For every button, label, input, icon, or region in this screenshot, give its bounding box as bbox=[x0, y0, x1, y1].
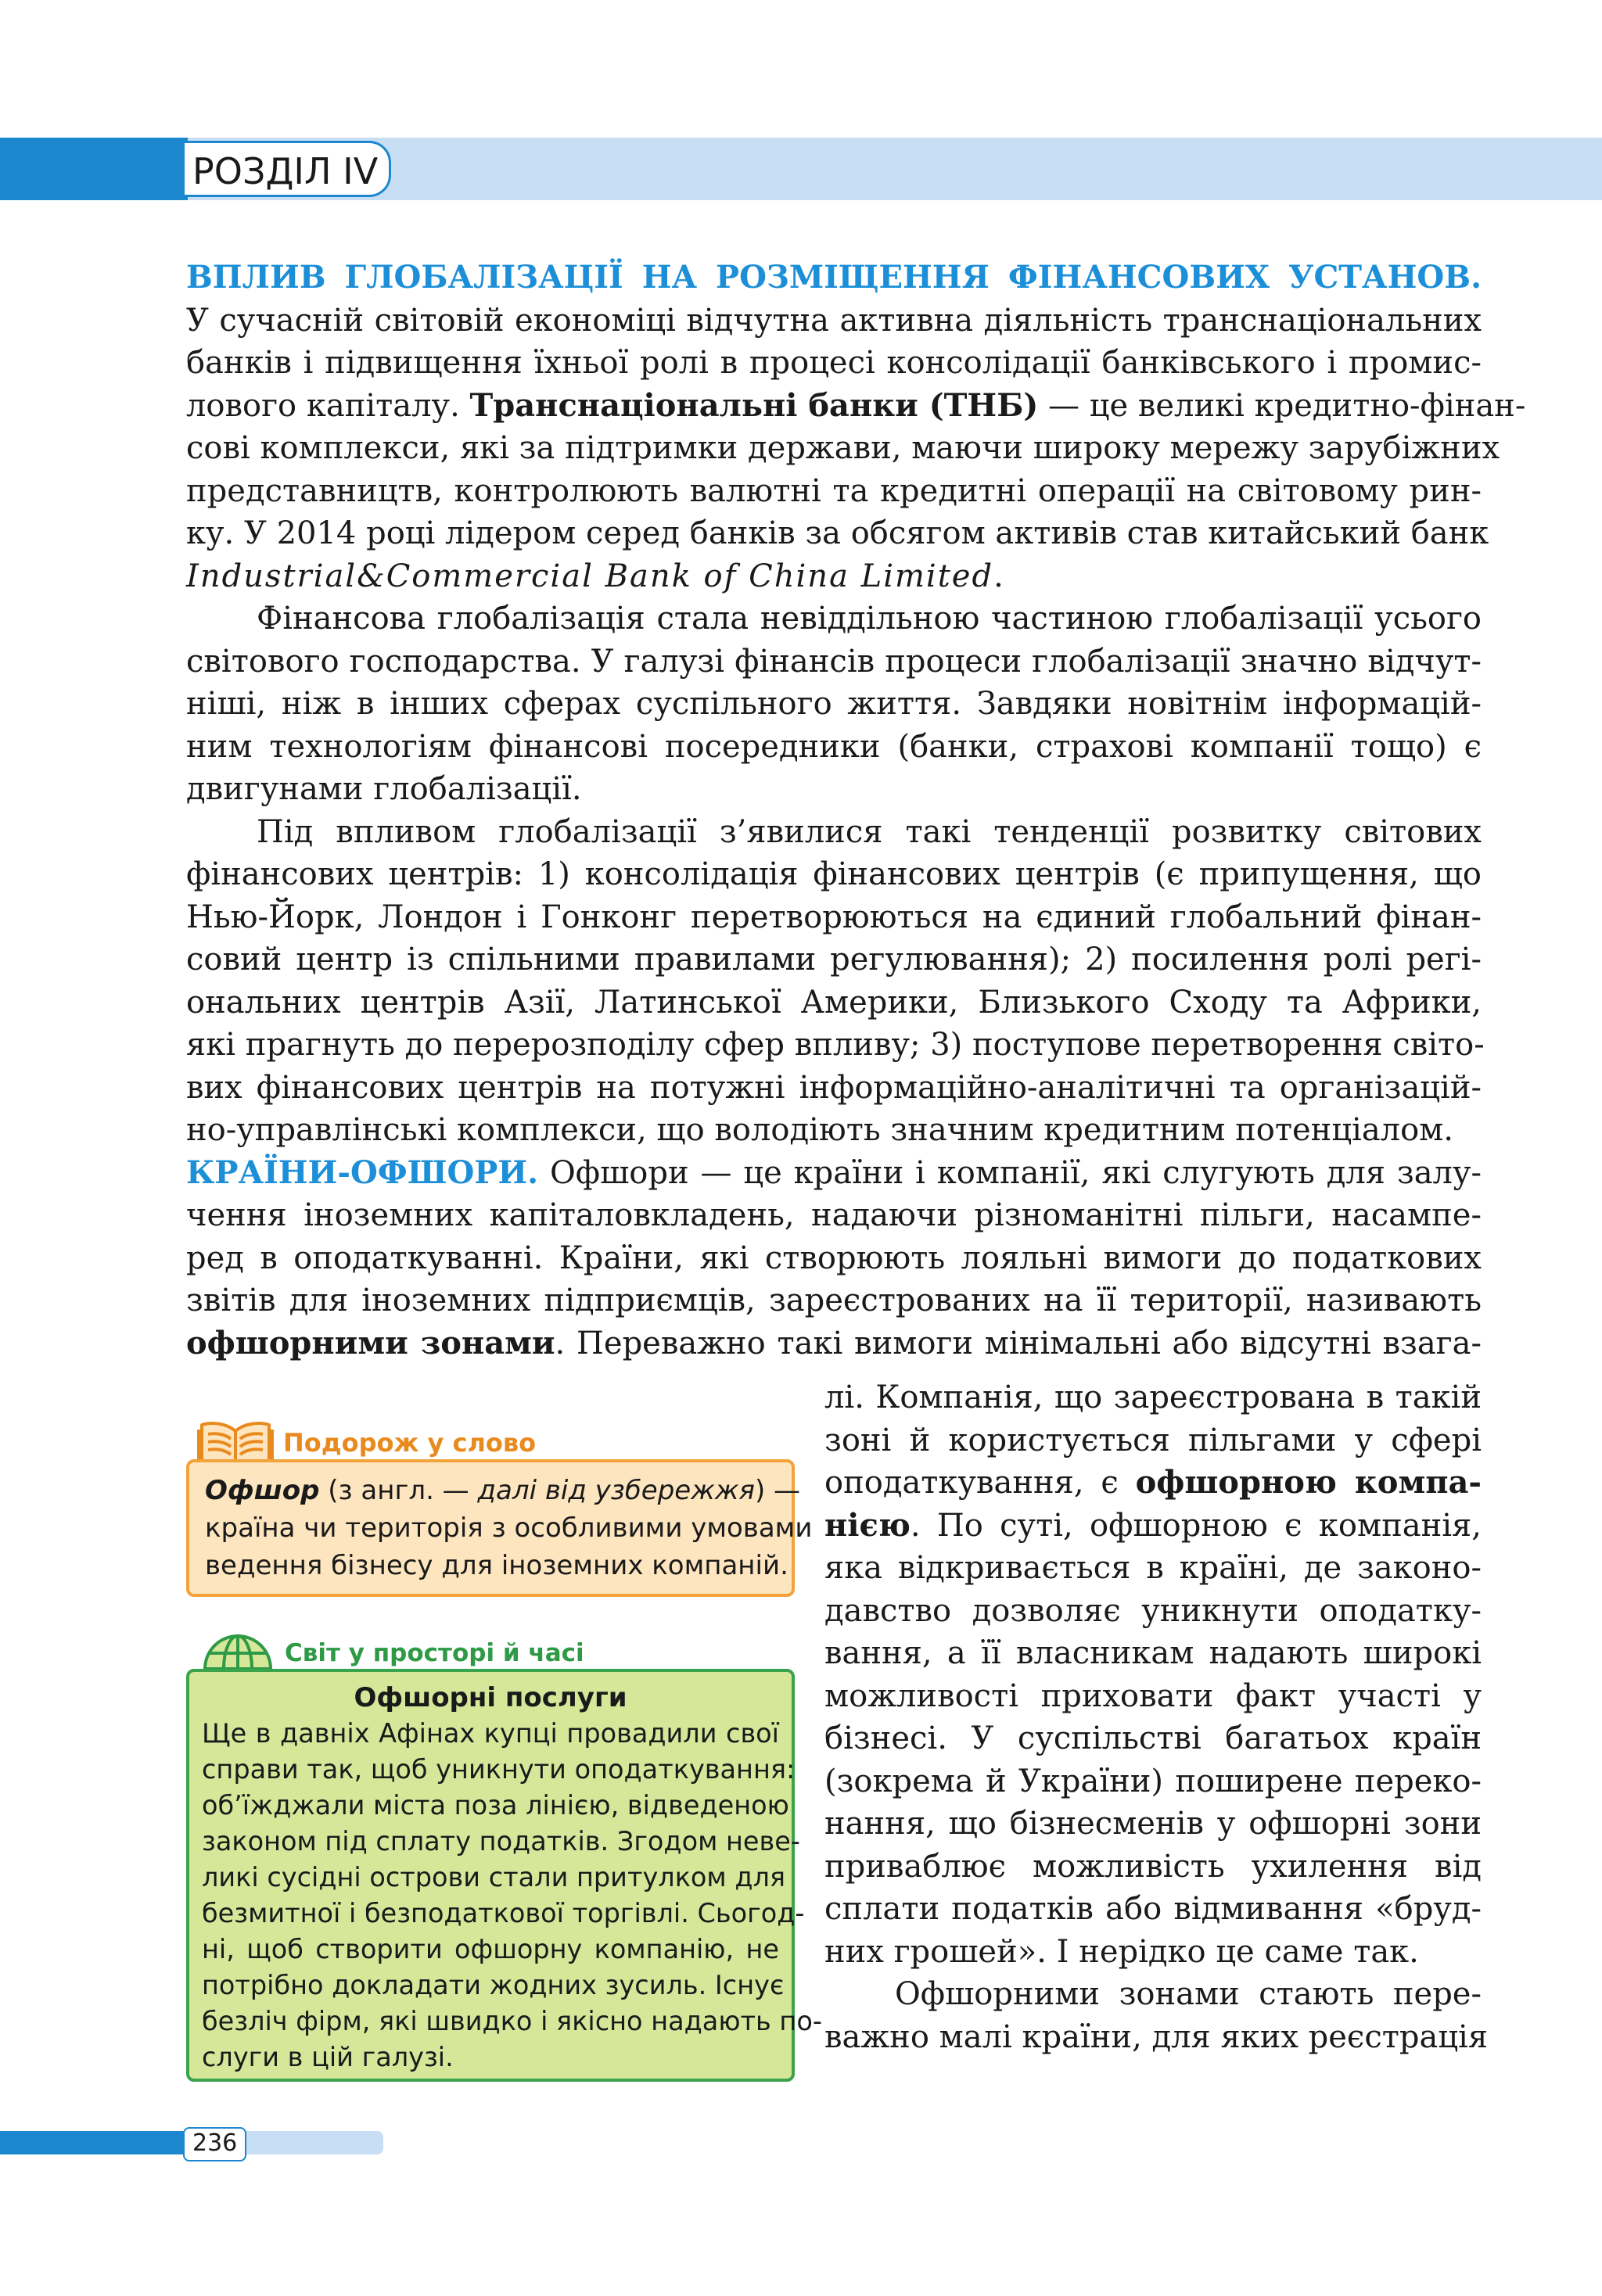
text-line: КРАЇНИ-ОФШОРИ. Офшори — це країни і компанії, які слугують для залу- bbox=[186, 1153, 1482, 1191]
text-line: Industrial&Commercial Bank of China Limited. bbox=[186, 558, 1004, 594]
section-label bbox=[185, 141, 391, 197]
text-line: совий центр із спільними правилами регулювання); 2) посилення ролі регі- bbox=[186, 942, 1482, 978]
text-line: бізнесі. У суспільстві багатьох країн bbox=[824, 1720, 1482, 1756]
bank-name: Industrial&Commercial Bank of China Limited bbox=[186, 558, 994, 594]
text-line: нією. По суті, офшорною є компанія, bbox=[824, 1506, 1482, 1544]
word-box bbox=[186, 1459, 813, 1597]
text-line: ку. У 2014 році лідером серед банків за обсягом активів став китайський банк bbox=[186, 515, 1489, 551]
text-line: лі. Компанія, що зареєстрована в такій bbox=[824, 1379, 1482, 1415]
text-line: важно малі країни, для яких реєстрація bbox=[824, 2018, 1489, 2055]
text-line: вих фінансових центрів на потужні інформаційно-аналітичні та організацій- bbox=[186, 1069, 1482, 1106]
world-box-line: слуги в цій галузі. bbox=[202, 2042, 454, 2072]
world-box-line: законом під сплату податків. Згодом неве- bbox=[202, 1826, 800, 1857]
text-line: яка відкривається в країні, де законо- bbox=[824, 1550, 1482, 1586]
section-heading-2: КРАЇНИ-ОФШОРИ. bbox=[186, 1153, 539, 1191]
world-box-line: безмитної і безподаткової торгівлі. Сьогод- bbox=[202, 1898, 805, 1928]
text-line: них грошей». І нерідко це саме так. bbox=[824, 1933, 1419, 1970]
world-box-heading: Офшорні послуги bbox=[354, 1682, 627, 1713]
world-box-line: об’їжджали міста поза лінією, відведеною bbox=[202, 1790, 789, 1821]
word-box-title: Подорож у слово bbox=[283, 1428, 537, 1458]
text-line: можливості приховати факт участі у bbox=[824, 1677, 1482, 1714]
header-band-accent bbox=[0, 138, 188, 200]
text-line: приваблює можливість ухилення від bbox=[824, 1848, 1482, 1885]
text-line: зоні й користується пільгами у сфері bbox=[824, 1422, 1482, 1458]
world-box-line: ликі сусідні острови стали притулком для bbox=[202, 1862, 786, 1892]
text-line: У сучасній світовій економіці відчутна активна діяльність транснаціональних bbox=[186, 302, 1482, 339]
text-line: сплати податків або відмивання «бруд- bbox=[824, 1891, 1482, 1927]
world-box-line: Ще в давніх Афінах купці провадили свої bbox=[202, 1718, 779, 1749]
text-line: офшорними зонами. Переважно такі вимоги мінімальні або відсутні взага- bbox=[186, 1324, 1482, 1361]
world-box-title: Світ у просторі й часі bbox=[285, 1639, 584, 1667]
main-text bbox=[186, 257, 1526, 1365]
word-term: Офшор bbox=[205, 1475, 320, 1506]
text-line: двигунами глобалізації. bbox=[186, 771, 582, 807]
text-line: Фінансова глобалізація стала невіддільною частиною глобалізації усього bbox=[257, 601, 1482, 637]
text-line: но-управлінські комплекси, що володіють значним кредитним потенціалом. bbox=[186, 1112, 1453, 1148]
section-label-text: РОЗДІЛ IV bbox=[192, 150, 379, 192]
text-line: представництв, контролюють валютні та кредитні операції на світовому рин- bbox=[186, 472, 1482, 509]
text-line: чення іноземних капіталовкладень, надаючи різноманітні пільги, насампе- bbox=[186, 1197, 1482, 1233]
text-line: світового господарства. У галузі фінансів процеси глобалізації значно відчут- bbox=[186, 643, 1482, 680]
text-line: (зокрема й України) поширене переко- bbox=[824, 1763, 1482, 1799]
text-line: які прагнуть до перерозподілу сфер впливу; 3) поступове перетворення світо- bbox=[186, 1027, 1485, 1063]
word-box-line: країна чи територія з особливими умовами bbox=[205, 1512, 813, 1544]
world-box-line: ні, щоб створити офшорну компанію, не bbox=[202, 1934, 779, 1964]
text-line: ніші, ніж в інших сферах суспільного життя. Завдяки новітнім інформацій- bbox=[186, 686, 1482, 722]
text-line: фінансових центрів: 1) консолідація фінансових центрів (є припущення, що bbox=[186, 856, 1482, 892]
text-line: нання, що бізнесменів у офшорні зони bbox=[824, 1806, 1482, 1842]
page-number: 236 bbox=[183, 2127, 246, 2161]
section-heading-1: ВПЛИВ ГЛОБАЛІЗАЦІЇ НА РОЗМІЩЕННЯ ФІНАНСОВИХ УСТАНОВ. bbox=[186, 259, 1482, 296]
world-box-line: безліч фірм, які швидко і якісно надають по- bbox=[202, 2006, 822, 2036]
term-offshore-zones: офшорними зонами bbox=[186, 1324, 555, 1361]
term-tnb: Транснаціональні банки (ТНБ) bbox=[469, 386, 1039, 424]
text-line: ональних центрів Азії, Латинської Америки, Близького Сходу та Африки, bbox=[186, 984, 1482, 1021]
text-line: оподаткування, є офшорною компа- bbox=[824, 1464, 1482, 1501]
text-line: Нью-Йорк, Лондон і Гонконг перетворюються на єдиний глобальний фінан- bbox=[186, 899, 1482, 935]
text-line: вання, а її власникам надають широкі bbox=[824, 1635, 1482, 1671]
word-box-line: Офшор (з англ. — далі від узбережжя) — bbox=[205, 1475, 801, 1506]
text-line: давство дозволяє уникнути оподатку- bbox=[824, 1592, 1482, 1629]
text-line: Під впливом глобалізації з’явилися такі тенденції розвитку світових bbox=[257, 813, 1482, 850]
word-box-line: ведення бізнесу для іноземних компаній. bbox=[205, 1550, 788, 1581]
term-offshore-company: офшорною компа- bbox=[1135, 1464, 1482, 1501]
text-line: сові комплекси, які за підтримки держави, маючи широку мережу зарубіжних bbox=[186, 430, 1500, 466]
right-column-text bbox=[824, 1376, 1489, 2058]
text-line: звітів для іноземних підприємців, зареєстрованих на її території, називають bbox=[186, 1283, 1482, 1318]
world-box-line: потрібно докладати жодних зусиль. Існує bbox=[202, 1970, 785, 2000]
text-line: ним технологіям фінансові посередники (банки, страхові компанії тощо) є bbox=[186, 728, 1482, 765]
world-box bbox=[186, 1669, 822, 2082]
text-line: лового капіталу. Транснаціональні банки (ТНБ) — це великі кредитно-фінан- bbox=[186, 386, 1526, 424]
world-box-line: справи так, щоб уникнути оподаткування: bbox=[202, 1754, 796, 1785]
footer-band-accent bbox=[0, 2131, 188, 2154]
text-line: банків і підвищення їхньої ролі в процесі консолідації банківського і промис- bbox=[186, 345, 1482, 381]
text-line: Офшорними зонами стають пере- bbox=[895, 1976, 1482, 2012]
text-line: ред в оподаткуванні. Країни, які створюють лояльні вимоги до податкових bbox=[186, 1239, 1482, 1276]
